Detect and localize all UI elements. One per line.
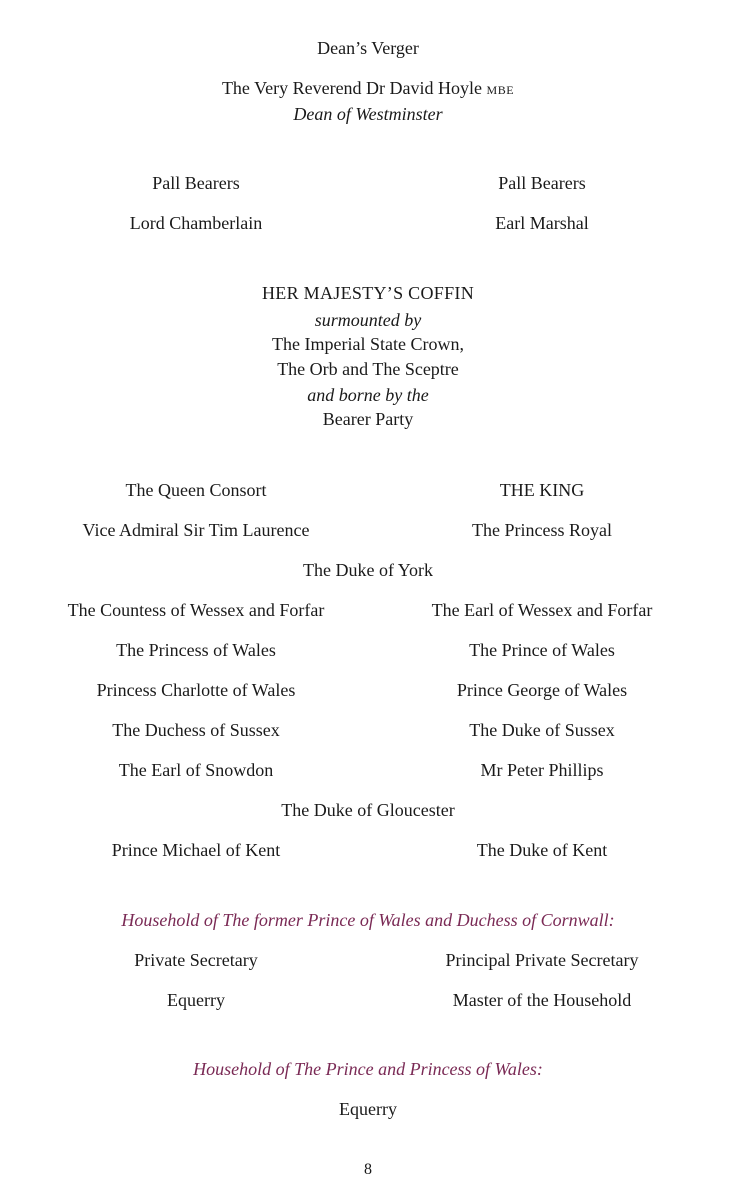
household-former-heading: Household of The former Prince of Wales and Duchess of Cornwall: <box>121 910 615 930</box>
household-wales-heading: Household of The Prince and Princess of Wales: <box>193 1059 543 1079</box>
household-wales-r1-center: Equerry <box>339 1099 397 1119</box>
verger-line: Dean’s Verger <box>317 38 419 58</box>
procession-r4-right: The Earl of Wessex and Forfar <box>431 600 653 620</box>
procession-r7-right: The Duke of Sussex <box>469 720 615 740</box>
dean-name-line: The Very Reverend Dr David Hoyle MBE <box>221 78 515 98</box>
page-number: 8 <box>364 1161 372 1178</box>
procession-r2-right: The Princess Royal <box>472 520 612 540</box>
coffin-heading: HER MAJESTY’S COFFIN <box>261 283 475 303</box>
procession-r1-left: The Queen Consort <box>125 480 267 500</box>
procession-r10-left: Prince Michael of Kent <box>111 840 281 860</box>
procession-r10-right: The Duke of Kent <box>476 840 608 860</box>
procession-r4-left: The Countess of Wessex and Forfar <box>67 600 325 620</box>
earl-marshal: Earl Marshal <box>495 213 589 233</box>
procession-r9-center: The Duke of Gloucester <box>281 800 455 820</box>
procession-r5-left: The Princess of Wales <box>116 640 276 660</box>
procession-r6-right: Prince George of Wales <box>456 680 628 700</box>
dean-title: Dean of Westminster <box>293 104 443 124</box>
procession-r8-right: Mr Peter Phillips <box>480 760 604 780</box>
procession-r2-left: Vice Admiral Sir Tim Laurence <box>82 520 310 540</box>
coffin-line-1: surmounted by <box>314 310 422 330</box>
procession-r6-left: Princess Charlotte of Wales <box>96 680 296 700</box>
coffin-line-4: and borne by the <box>307 385 429 405</box>
procession-r5-right: The Prince of Wales <box>469 640 615 660</box>
procession-r1-right: THE KING <box>499 480 585 500</box>
household-former-r2-right: Master of the Household <box>452 990 632 1010</box>
dean-honour: MBE <box>486 83 515 97</box>
procession-r3-center: The Duke of York <box>303 560 433 580</box>
procession-r8-left: The Earl of Snowdon <box>118 760 274 780</box>
coffin-line-3: The Orb and The Sceptre <box>277 359 459 379</box>
coffin-line-2: The Imperial State Crown, <box>272 334 464 354</box>
procession-r7-left: The Duchess of Sussex <box>112 720 280 740</box>
household-former-r2-left: Equerry <box>167 990 225 1010</box>
lord-chamberlain: Lord Chamberlain <box>129 213 263 233</box>
household-former-r1-left: Private Secretary <box>134 950 258 970</box>
pall-bearers-right: Pall Bearers <box>498 173 586 193</box>
pall-bearers-left: Pall Bearers <box>152 173 240 193</box>
coffin-line-5: Bearer Party <box>322 409 414 429</box>
household-former-r1-right: Principal Private Secretary <box>445 950 639 970</box>
